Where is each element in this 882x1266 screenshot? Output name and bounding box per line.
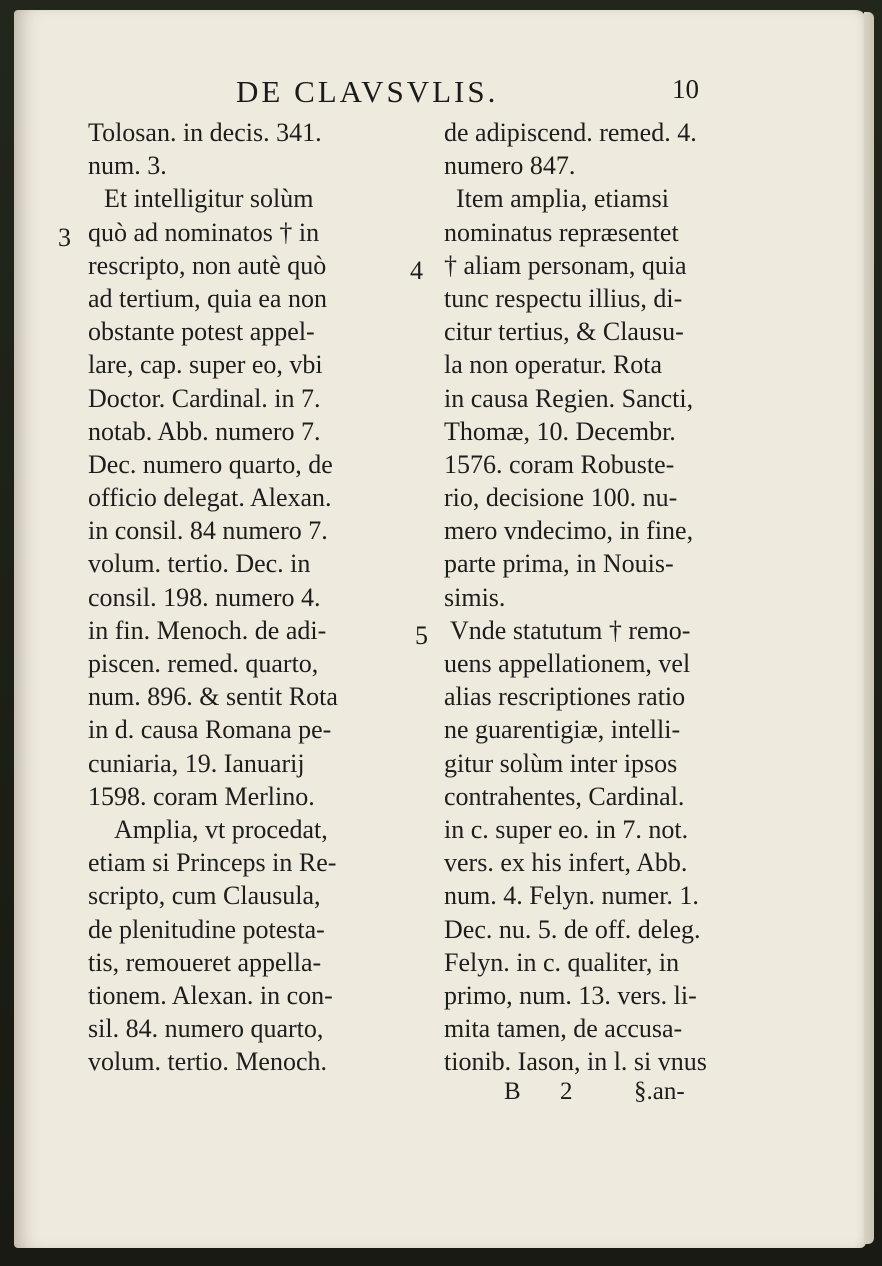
margin-number-5: 5: [415, 621, 428, 650]
text-line: tionib. Iason, in l. si vnus: [444, 1047, 707, 1077]
text-line: de adipiscend. remed. 4.: [444, 118, 697, 147]
text-line: sil. 84. numero quarto,: [88, 1014, 324, 1044]
text-line: contrahentes, Cardinal.: [444, 781, 685, 811]
text-line: Et intelligitur solùm: [104, 184, 314, 214]
text-line: Vnde statutum † remo-: [450, 615, 691, 645]
text-line: num. 4. Felyn. numer. 1.: [444, 881, 699, 911]
text-line: de plenitudine potesta-: [88, 914, 325, 944]
text-line: Doctor. Cardinal. in 7.: [88, 383, 321, 413]
text-line: Dec. numero quarto, de: [88, 449, 333, 479]
margin-number-4: 4: [410, 256, 423, 285]
text-line: † aliam personam, quia: [444, 250, 687, 280]
text-line: simis.: [444, 582, 506, 612]
text-line: rescripto, non autè quò: [88, 250, 327, 280]
text-line: cuniaria, 19. Ianuarij: [88, 748, 305, 778]
text-line: consil. 198. numero 4.: [88, 582, 321, 612]
text-line: uens appellationem, vel: [444, 649, 691, 678]
left-text-column: [88, 116, 393, 1078]
text-line: volum. tertio. Dec. in: [88, 549, 311, 579]
text-line: Amplia, vt procedat,: [114, 814, 328, 844]
text-line: in fin. Menoch. de adi-: [88, 615, 327, 645]
text-line: la non operatur. Rota: [444, 350, 663, 380]
text-line: ne guarentigiæ, intelli-: [444, 715, 681, 745]
text-line: citur tertius, & Clausu-: [444, 317, 684, 347]
text-line: num. 3.: [88, 151, 167, 181]
running-head-title: DE CLAVSVLIS.: [236, 74, 499, 109]
text-line: gitur solùm inter ipsos: [444, 748, 678, 778]
text-line: Felyn. in c. qualiter, in: [444, 947, 680, 977]
text-line: in d. causa Romana pe-: [88, 715, 332, 745]
text-line: Thomæ, 10. Decembr.: [444, 416, 676, 446]
text-line: Item amplia, etiamsi: [456, 184, 669, 214]
signature-mark: B: [504, 1078, 521, 1105]
text-line: primo, num. 13. vers. li-: [444, 980, 697, 1010]
right-text-column: [444, 116, 774, 1078]
text-line: mero vndecimo, in fine,: [444, 516, 694, 546]
catchword: §.an-: [634, 1078, 685, 1105]
text-line: lare, cap. super eo, vbi: [88, 350, 323, 380]
text-line: officio delegat. Alexan.: [88, 483, 332, 513]
text-line: obstante potest appel-: [88, 317, 315, 347]
text-line: 1598. coram Merlino.: [88, 781, 315, 811]
text-line: 1576. coram Robuste-: [444, 449, 675, 479]
text-line: alias rescriptiones ratio: [444, 682, 686, 712]
text-line: rio, decisione 100. nu-: [444, 483, 678, 513]
text-line: in consil. 84 numero 7.: [88, 516, 328, 546]
signature-number: 2: [560, 1078, 573, 1105]
text-line: piscen. remed. quarto,: [88, 649, 319, 678]
text-line: nominatus repræsentet: [444, 217, 679, 247]
text-line: vers. ex his infert, Abb.: [444, 848, 688, 878]
text-line: tunc respectu illius, di-: [444, 283, 683, 313]
text-line: volum. tertio. Menoch.: [88, 1047, 328, 1077]
text-line: in c. super eo. in 7. not.: [444, 814, 689, 844]
text-line: in causa Regien. Sancti,: [444, 383, 694, 413]
margin-number-3: 3: [58, 223, 71, 252]
text-line: parte prima, in Nouis-: [444, 549, 674, 579]
text-line: etiam si Princeps in Re-: [88, 848, 337, 878]
text-line: quò ad nominatos † in: [88, 217, 320, 247]
folio-number: 10: [672, 74, 699, 104]
text-line: tionem. Alexan. in con-: [88, 980, 333, 1010]
text-line: Tolosan. in decis. 341.: [88, 118, 322, 147]
text-line: numero 847.: [444, 151, 576, 181]
text-line: notab. Abb. numero 7.: [88, 416, 321, 446]
text-line: num. 896. & sentit Rota: [88, 682, 338, 712]
text-line: ad tertium, quia ea non: [88, 283, 327, 313]
text-line: Dec. nu. 5. de off. deleg.: [444, 914, 701, 944]
text-line: tis, remoueret appella-: [88, 947, 322, 977]
text-line: mita tamen, de accusa-: [444, 1014, 683, 1044]
text-line: scripto, cum Clausula,: [88, 881, 321, 911]
page-edge: [864, 12, 874, 1244]
